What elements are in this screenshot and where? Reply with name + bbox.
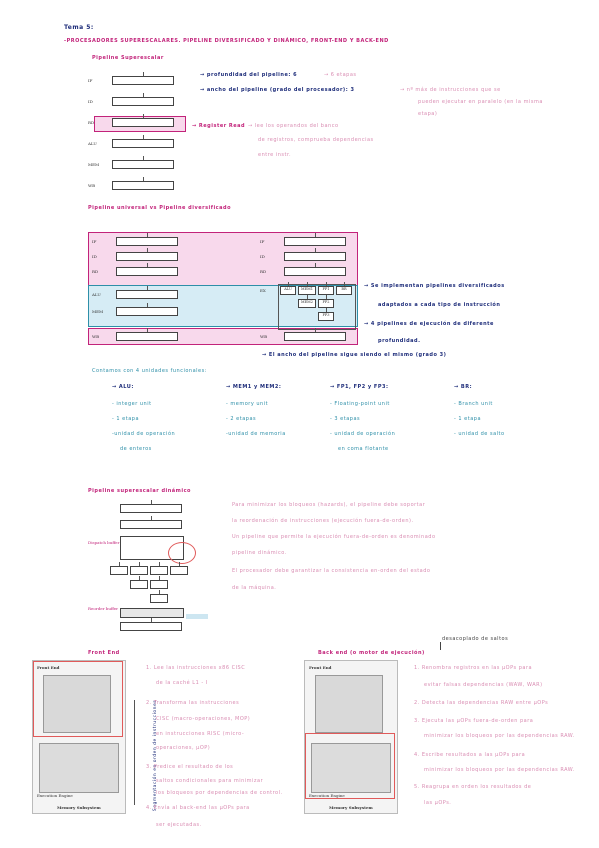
sec3-line: de la máquina. — [232, 585, 277, 591]
sec1-heading: Pipeline Superescalar — [92, 55, 164, 61]
fig-block — [311, 743, 391, 793]
sec3-line: El procesador debe garantizar la consistencia en-orden del estado — [232, 568, 431, 574]
stage-box — [284, 332, 346, 341]
stage-label: WB — [92, 334, 100, 339]
sec3-heading: Pipeline superescalar dinámico — [88, 488, 191, 494]
sec3-line: Para minimizar los bloqueos (hazards), el pipeline debe soportar — [232, 502, 426, 508]
sec1-reg-line3: entre instr. — [258, 152, 292, 158]
front-line: en instrucciones RISC (micro- — [156, 731, 245, 737]
sec2-note3: → El ancho del pipeline sigue siendo el mismo (grado 3) — [262, 352, 447, 358]
back-line: minimizar los bloqueos por las dependencias RAW. — [424, 767, 575, 773]
sec2-note1-line2: adaptados a cada tipo de instrucción — [378, 302, 501, 308]
stage-box — [112, 160, 174, 169]
sec3-line: Un pipeline que permite la ejecución fuera-de-orden es denominado — [232, 534, 436, 540]
front-line: los bloqueos por dependencias de control. — [156, 790, 283, 796]
bracket-line — [134, 700, 135, 805]
sec1-register-read: → Register Read — [192, 123, 246, 129]
fu-br: BR — [336, 286, 352, 295]
stage-box — [120, 520, 182, 529]
stage-label: ALU — [92, 292, 101, 297]
fig-exec-label: Execution Engine — [309, 793, 345, 798]
sec1-note2: → ancho del pipeline (grado del procesador): 3 — [200, 87, 355, 93]
front-line: 3. Predice el resultado de los — [146, 764, 234, 770]
stage-label: RD — [88, 120, 95, 125]
back-line: 5. Reagrupa en orden los resultados de — [414, 784, 532, 790]
front-line: CISC (macro-operaciones, MOP) — [156, 716, 251, 722]
stage-box — [116, 237, 178, 246]
circle-highlight — [168, 542, 196, 564]
stage-label: ID — [88, 99, 93, 104]
back-line: minimizar los bloqueos por las dependencias RAW. — [424, 733, 575, 739]
back-top-note: desacoplado de saltos — [442, 636, 509, 642]
front-line: 4. Envía al back-end las µOPs para — [146, 805, 250, 811]
stage-box — [130, 566, 148, 575]
page-subtitle: -PROCESADORES SUPERESCALARES. PIPELINE DIVERSIFICADO Y DINÁMICO, FRONT-END Y BACK-END — [64, 38, 389, 44]
front-line: operaciones, µOP) — [156, 745, 211, 751]
stage-box — [112, 181, 174, 190]
back-line: 1. Renombra registros en las µOPs para — [414, 665, 533, 671]
retire-tag — [186, 614, 208, 619]
stage-label: MEM — [92, 309, 104, 314]
stage-box — [112, 139, 174, 148]
front-line: 2. Transforma las instrucciones — [146, 700, 240, 706]
sec2-note1: → Se implementan pipelines diversificados — [364, 283, 505, 289]
front-line: ser ejecutadas. — [156, 822, 202, 828]
fig-front-label: Front End — [37, 665, 60, 670]
stage-label: IF — [92, 239, 97, 244]
dynamic-diagram — [90, 498, 230, 638]
stage-box — [116, 267, 178, 276]
stage-box — [120, 622, 182, 631]
stage-box — [150, 580, 168, 589]
stage-label: EX — [260, 288, 266, 293]
back-line: 3. Ejecuta las µOPs fuera-de-orden para — [414, 718, 534, 724]
fu-fp3: FP3 — [318, 312, 334, 321]
fig-front-label: Front End — [309, 665, 332, 670]
fu-alu: ALU — [280, 286, 296, 295]
sec1-reg-rest: → lee los operandos del banco — [248, 123, 339, 129]
front-end-heading: Front End — [88, 650, 120, 656]
fig-block — [43, 675, 111, 733]
stage-box — [130, 580, 148, 589]
sec3-line: pipeline dinámico. — [232, 550, 287, 556]
fu-fp1: FP1 — [318, 286, 334, 295]
stage-label: MEM — [88, 162, 100, 167]
sec2-note2: → 4 pipelines de ejecución de diferente — [364, 321, 494, 327]
stage-label: ID — [92, 254, 97, 259]
stage-label: RD — [92, 269, 99, 274]
fu-mem2: MEM2 — [298, 299, 316, 308]
note-pointer — [440, 642, 441, 650]
sec1-note1-rest: → 6 etapas — [324, 72, 357, 78]
sec1-note1: → profundidad del pipeline: 6 — [200, 72, 298, 78]
reorder-buffer — [120, 608, 184, 618]
stage-label: ALU — [88, 141, 97, 146]
stage-box — [284, 267, 346, 276]
fu-fp2: FP2 — [318, 299, 334, 308]
fig-mem-label: Memory Subsystem — [57, 805, 101, 810]
stage-box — [112, 76, 174, 85]
stage-box — [170, 566, 188, 575]
fig-block — [315, 675, 383, 733]
stage-box — [120, 504, 182, 513]
stage-box — [284, 237, 346, 246]
back-line: evitar falsas dependencias (WAW, WAR) — [424, 682, 543, 688]
reorder-label: Reorder buffer — [88, 606, 119, 611]
front-line: 1. Lee las instrucciones x86 CISC — [146, 665, 246, 671]
stage-box — [116, 332, 178, 341]
stage-box — [284, 252, 346, 261]
sec1-note2-line2: pueden ejecutar en paralelo (en la misma — [418, 99, 543, 105]
stage-box — [112, 97, 174, 106]
stage-box — [150, 594, 168, 603]
fig-exec-label: Execution Engine — [37, 793, 73, 798]
stage-box — [150, 566, 168, 575]
sec2-heading: Pipeline universal vs Pipeline diversificado — [88, 205, 232, 211]
vertical-label: Segmentación en orden de instrucciones — [153, 699, 159, 812]
stage-box — [116, 252, 178, 261]
fig-mem-label: Memory Subsystem — [329, 805, 373, 810]
back-line: 4. Escribe resultados a las µOPs para — [414, 752, 526, 758]
front-line: saltos condicionales para minimizar — [156, 778, 264, 784]
sec1-reg-line2: de registros, comprueba dependencias — [258, 137, 374, 143]
dispatch-label: Dispatch buffer — [88, 540, 120, 545]
sec1-note2-rest: → nº máx de instrucciones que se — [400, 87, 501, 93]
diversified-diagram — [88, 228, 360, 348]
fu-mem1: MEM1 — [298, 286, 316, 295]
sec2-note2-line2: profundidad. — [378, 338, 421, 344]
back-end-heading: Back end (o motor de ejecución) — [318, 650, 425, 656]
superscalar-diagram — [88, 64, 192, 194]
stage-label: RD — [260, 269, 267, 274]
back-end-figure — [304, 660, 398, 814]
stage-label: IF — [260, 239, 265, 244]
sec1-note2-line3: etapa) — [418, 111, 438, 117]
front-line: de la caché L1 - I — [156, 680, 208, 686]
back-line: las µOPs. — [424, 800, 452, 806]
sec3-line: la reordenación de instrucciones (ejecución fuera-de-orden). — [232, 518, 414, 524]
front-end-figure — [32, 660, 126, 814]
stage-box — [116, 307, 178, 316]
sec2-units-intro: Contamos con 4 unidades funcionales: — [92, 368, 207, 374]
stage-box — [116, 290, 178, 299]
page-title: Tema 5: — [64, 24, 94, 31]
stage-box — [112, 118, 174, 127]
stage-label: IF — [88, 78, 93, 83]
stage-label: WB — [88, 183, 96, 188]
back-line: 2. Detecta las dependencias RAW entre µOPs — [414, 700, 549, 706]
stage-label: WB — [260, 334, 268, 339]
fig-block — [39, 743, 119, 793]
stage-label: ID — [260, 254, 265, 259]
stage-box — [110, 566, 128, 575]
